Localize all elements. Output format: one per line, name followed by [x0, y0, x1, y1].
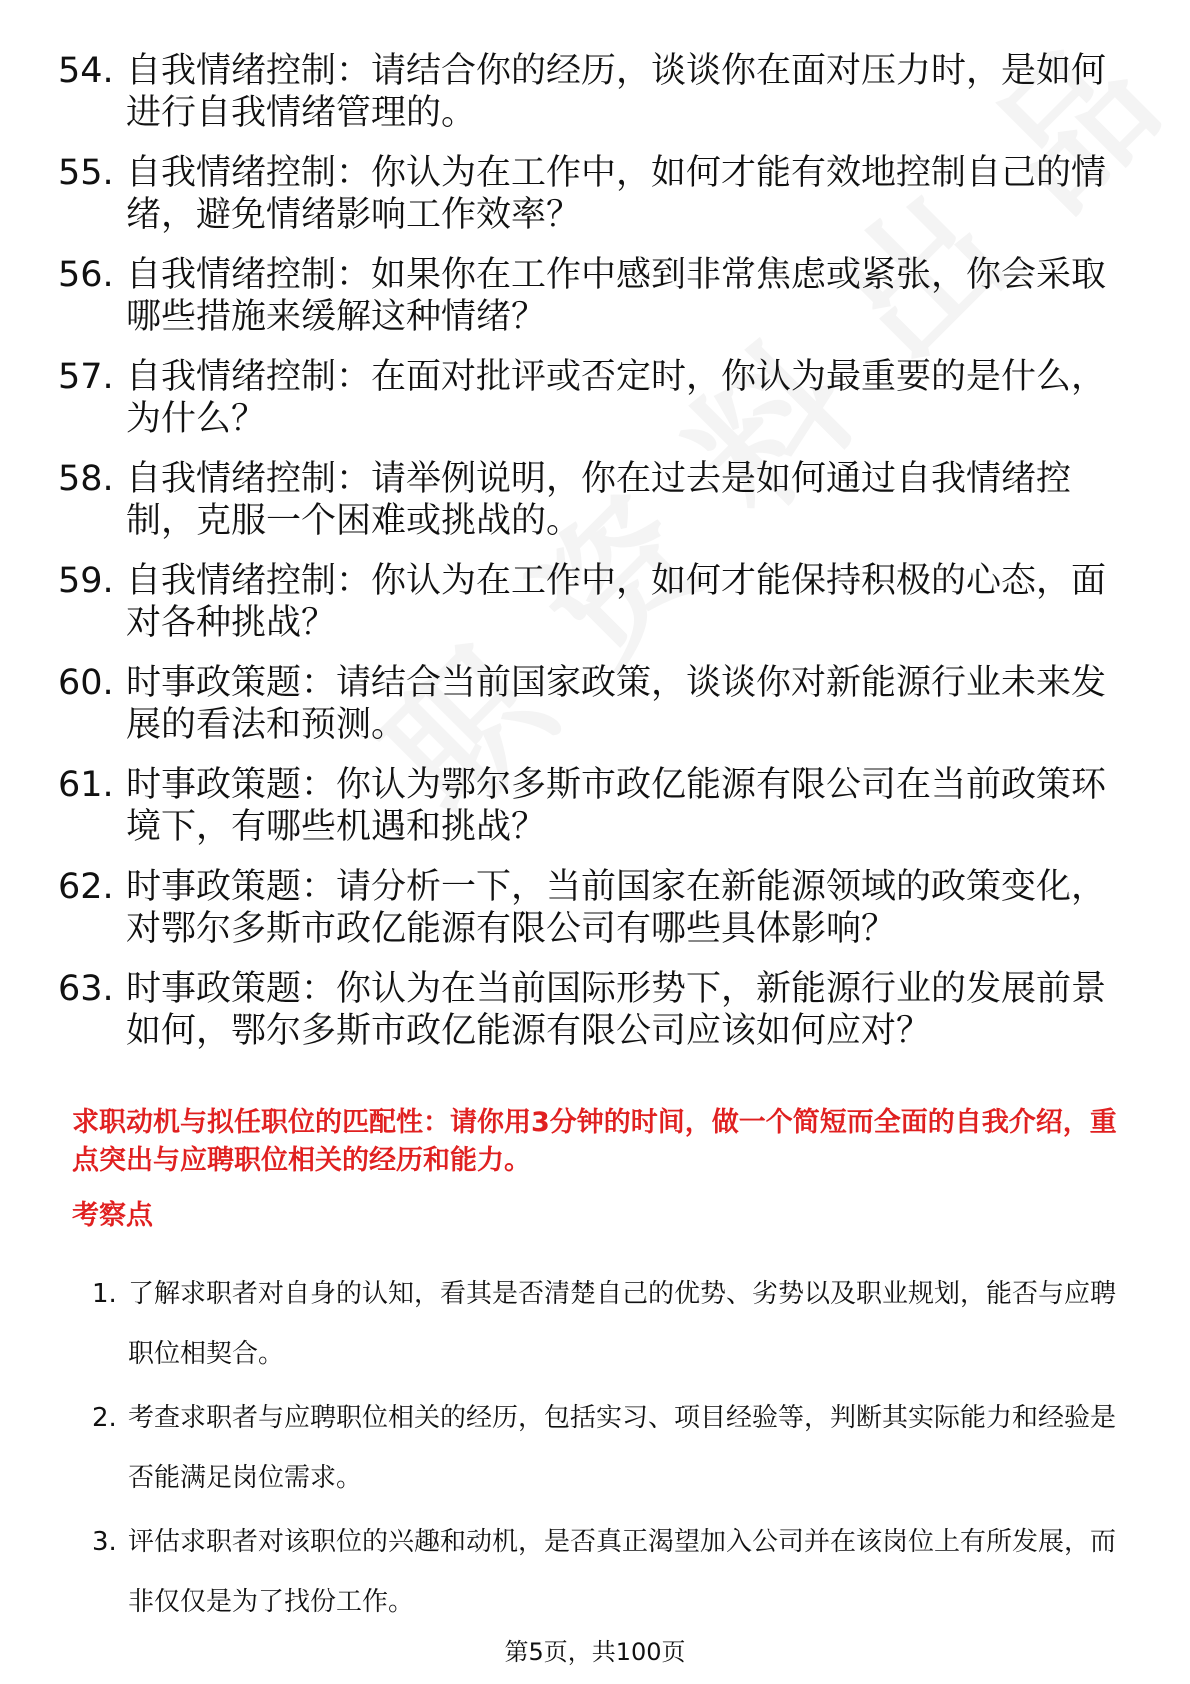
- question-item: [58, 662, 1138, 746]
- question-item: [58, 152, 1138, 236]
- point-item: [92, 1264, 1122, 1384]
- question-item: [58, 560, 1138, 644]
- question-item: [58, 50, 1138, 134]
- question-number: 57.: [58, 357, 114, 397]
- question-number: 54.: [58, 51, 114, 91]
- question-text: 时事政策题：请分析一下，当前国家在新能源领域的政策变化，对鄂尔多斯市政亿能源有限公司有哪些具体影响？: [126, 867, 1107, 949]
- question-text: 自我情绪控制：请举例说明，你在过去是如何通过自我情绪控制，克服一个困难或挑战的。: [126, 459, 1072, 541]
- question-number: 61.: [58, 765, 114, 805]
- point-text: 评估求职者对该职位的兴趣和动机，是否真正渴望加入公司并在该岗位上有所发展，而非仅仅是为了找份工作。: [128, 1527, 1117, 1617]
- point-item: [92, 1512, 1122, 1632]
- question-item: [58, 458, 1138, 542]
- question-number: 62.: [58, 867, 114, 907]
- question-text: 时事政策题：请结合当前国家政策，谈谈你对新能源行业未来发展的看法和预测。: [126, 663, 1107, 745]
- section-subtitle: 考察点: [72, 1200, 153, 1231]
- point-item: [92, 1388, 1122, 1508]
- question-number: 58.: [58, 459, 114, 499]
- question-item: [58, 254, 1138, 338]
- point-number: 2.: [92, 1403, 117, 1433]
- question-text: 自我情绪控制：在面对批评或否定时，你认为最重要的是什么，为什么？: [126, 357, 1107, 439]
- question-list: [58, 50, 1138, 1070]
- point-number: 1.: [92, 1279, 117, 1309]
- question-number: 63.: [58, 969, 114, 1009]
- page-footer: 第5页，共100页: [504, 1638, 686, 1666]
- question-item: [58, 968, 1138, 1052]
- question-text: 自我情绪控制：如果你在工作中感到非常焦虑或紧张，你会采取哪些措施来缓解这种情绪？: [126, 255, 1107, 337]
- point-text: 了解求职者对自身的认知，看其是否清楚自己的优势、劣势以及职业规划，能否与应聘职位相契合。: [128, 1279, 1117, 1369]
- section-title: 求职动机与拟任职位的匹配性：请你用3分钟的时间，做一个简短而全面的自我介绍，重点突出与应聘职位相关的经历和能力。: [72, 1107, 1117, 1176]
- point-text: 考查求职者与应聘职位相关的经历，包括实习、项目经验等，判断其实际能力和经验是否能满足岗位需求。: [128, 1403, 1117, 1493]
- question-text: 时事政策题：你认为在当前国际形势下，新能源行业的发展前景如何，鄂尔多斯市政亿能源有限公司应该如何应对？: [126, 969, 1107, 1051]
- assessment-points: [92, 1264, 1122, 1636]
- question-item: [58, 764, 1138, 848]
- question-text: 自我情绪控制：你认为在工作中，如何才能有效地控制自己的情绪，避免情绪影响工作效率？: [126, 153, 1107, 235]
- question-number: 59.: [58, 561, 114, 601]
- question-text: 时事政策题：你认为鄂尔多斯市政亿能源有限公司在当前政策环境下，有哪些机遇和挑战？: [126, 765, 1107, 847]
- question-text: 自我情绪控制：你认为在工作中，如何才能保持积极的心态，面对各种挑战？: [126, 561, 1107, 643]
- question-text: 自我情绪控制：请结合你的经历，谈谈你在面对压力时，是如何进行自我情绪管理的。: [126, 51, 1107, 133]
- point-number: 3.: [92, 1527, 117, 1557]
- question-item: [58, 866, 1138, 950]
- question-number: 55.: [58, 153, 114, 193]
- question-number: 60.: [58, 663, 114, 703]
- question-number: 56.: [58, 255, 114, 295]
- question-item: [58, 356, 1138, 440]
